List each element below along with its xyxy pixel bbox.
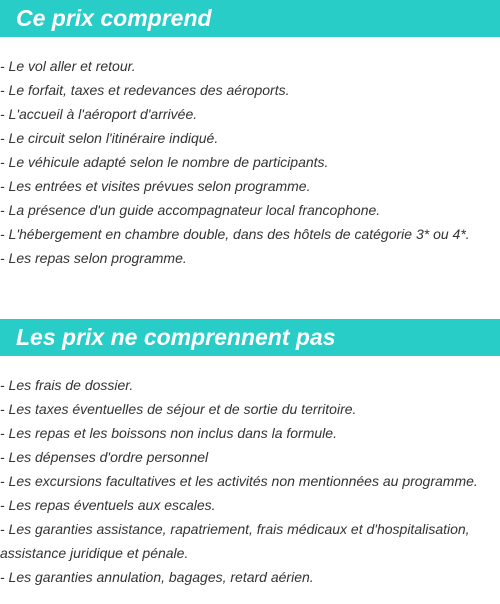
list-item: - Les dépenses d'ordre personnel (0, 449, 209, 465)
list-item: - L'accueil à l'aéroport d'arrivée. (0, 106, 198, 122)
list-item: - Les repas éventuels aux escales. (0, 497, 216, 513)
list-item: - L'hébergement en chambre double, dans des hôtels de catégorie 3* ou 4*. (0, 226, 470, 242)
list-item: - Les repas selon programme. (0, 250, 187, 266)
list-item: - Le véhicule adapté selon le nombre de participants. (0, 154, 329, 170)
section-title-included: Ce prix comprend (0, 0, 500, 37)
list-item: - Les excursions facultatives et les activités non mentionnées au programme. (0, 473, 478, 489)
list-item: - Le circuit selon l'itinéraire indiqué. (0, 130, 219, 146)
list-item: - La présence d'un guide accompagnateur local francophone. (0, 202, 381, 218)
section-title-excluded: Les prix ne comprennent pas (0, 319, 500, 356)
list-item: - Le vol aller et retour. (0, 58, 136, 74)
excluded-list (0, 373, 500, 589)
list-item: - Les frais de dossier. (0, 377, 134, 393)
list-item: - Les repas et les boissons non inclus dans la formule. (0, 425, 337, 441)
list-item: - Le forfait, taxes et redevances des aéroports. (0, 82, 290, 98)
list-item: - Les garanties annulation, bagages, retard aérien. (0, 569, 314, 585)
list-item: - Les garanties assistance, rapatriement, frais médicaux et d'hospitalisation, assistance juridique et pénale. (0, 521, 470, 561)
included-list (0, 54, 500, 270)
list-item: - Les entrées et visites prévues selon programme. (0, 178, 311, 194)
list-item: - Les taxes éventuelles de séjour et de sortie du territoire. (0, 401, 357, 417)
